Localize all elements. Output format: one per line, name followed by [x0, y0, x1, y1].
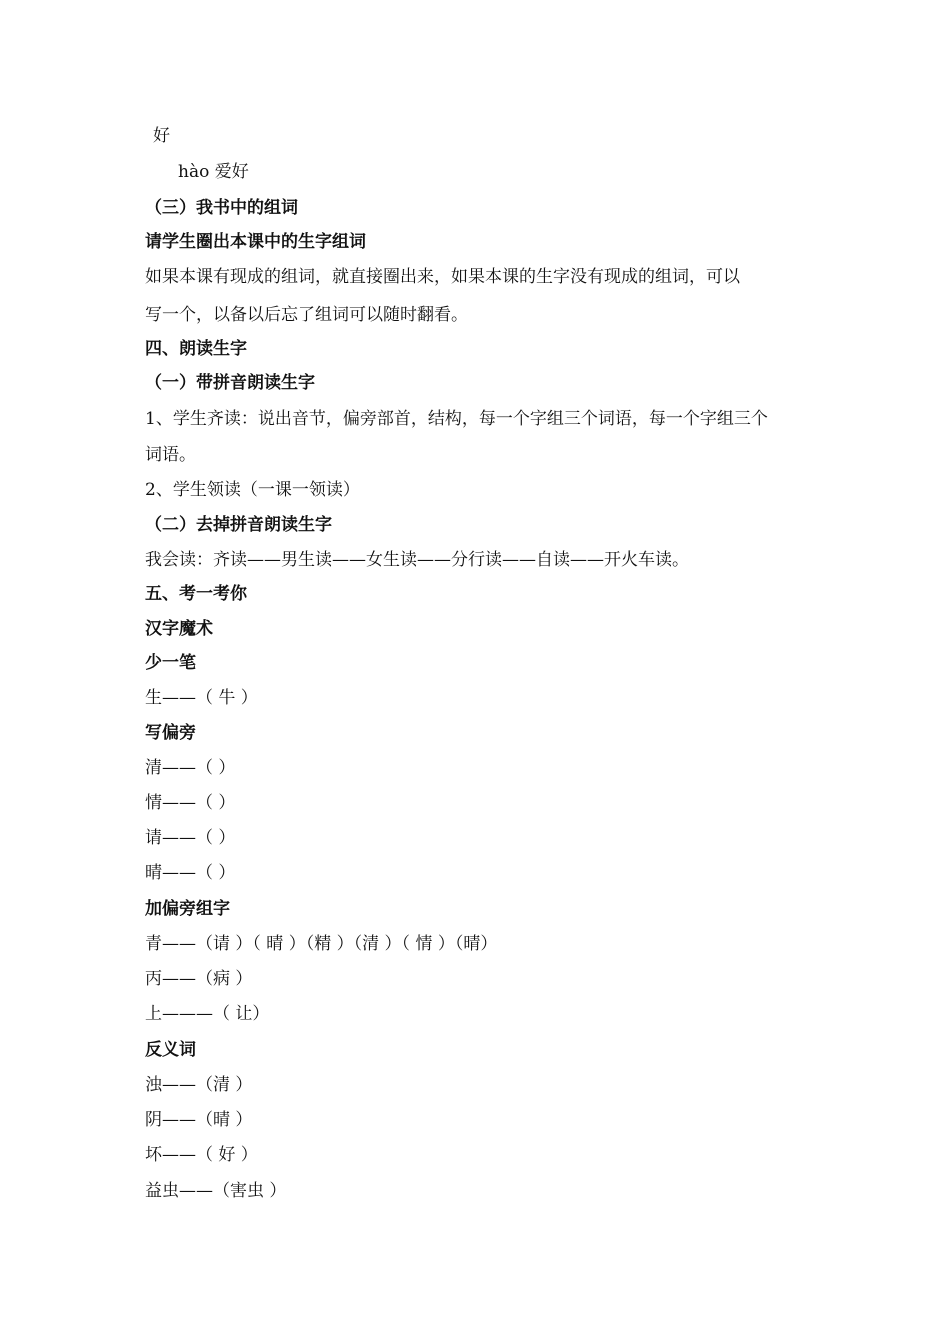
- exercise-heading: 写偏旁: [145, 723, 196, 743]
- paragraph-line: 我会读：齐读——男生读——女生读——分行读——自读——开火车读。: [145, 550, 689, 570]
- section-heading: （三）我书中的组词: [145, 198, 298, 218]
- exercise-line: 上———（ 让）: [145, 1004, 270, 1024]
- section-subheading: 汉字魔术: [145, 619, 213, 639]
- exercise-line: 情——（ ）: [145, 793, 236, 813]
- paragraph-line: 1、学生齐读：说出音节，偏旁部首，结构，每一个字组三个词语，每一个字组三个: [145, 409, 768, 429]
- section-subheading: 请学生圈出本课中的生字组词: [145, 232, 366, 252]
- paragraph-line: 2、学生领读（一课一领读）: [145, 480, 360, 500]
- exercise-line: 清——（ ）: [145, 758, 236, 778]
- section-subheading: （一）带拼音朗读生字: [145, 373, 315, 393]
- exercise-line: 晴——（ ）: [145, 863, 236, 883]
- exercise-heading: 加偏旁组字: [145, 899, 230, 919]
- section-subheading: （二）去掉拼音朗读生字: [145, 515, 332, 535]
- exercise-line: 阴——（晴 ）: [145, 1110, 253, 1130]
- section-heading: 四、朗读生字: [145, 339, 247, 359]
- exercise-line: 坏——（ 好 ）: [145, 1145, 258, 1165]
- exercise-heading: 少一笔: [145, 653, 196, 673]
- exercise-line: 请——（ ）: [145, 828, 236, 848]
- char-hao: 好: [153, 126, 170, 146]
- paragraph-line: 写一个，以备以后忘了组词可以随时翻看。: [145, 305, 468, 325]
- exercise-line: 浊——（清 ）: [145, 1075, 253, 1095]
- exercise-line: 益虫——（害虫 ）: [145, 1181, 287, 1201]
- exercise-line: 丙——（病 ）: [145, 969, 253, 989]
- exercise-line: 青——（请 ）（ 晴 ）（精 ）（清 ）（ 情 ）（晴）: [145, 934, 498, 954]
- paragraph-line: 如果本课有现成的组词，就直接圈出来，如果本课的生字没有现成的组词，可以: [145, 267, 740, 287]
- exercise-line: 生——（ 牛 ）: [145, 688, 258, 708]
- exercise-heading: 反义词: [145, 1040, 196, 1060]
- section-heading: 五、考一考你: [145, 584, 247, 604]
- pinyin-line: hào 爱好: [178, 162, 249, 182]
- paragraph-line: 词语。: [145, 445, 196, 465]
